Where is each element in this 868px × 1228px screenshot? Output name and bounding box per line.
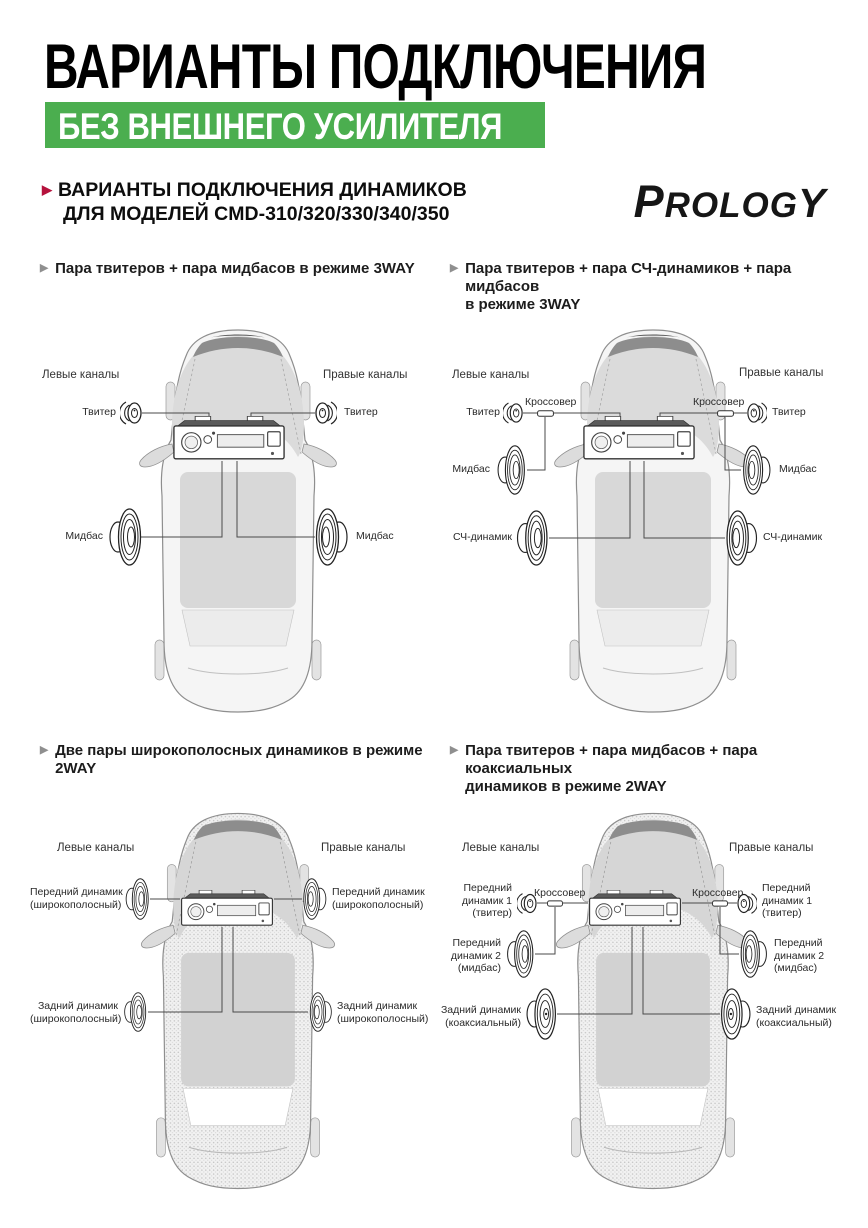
wire-midbass-left bbox=[527, 417, 545, 470]
crossover-right-icon bbox=[713, 901, 728, 906]
section-heading bbox=[42, 179, 467, 227]
diagram-canvas bbox=[440, 790, 864, 1222]
rear-speaker-label-right: Задний динамик (коаксиальный) bbox=[756, 1004, 837, 1029]
coax-speaker-right-icon bbox=[722, 989, 750, 1039]
tweeter-label-right: Твитер bbox=[344, 406, 378, 418]
front-speaker1-label-right: Передний динамик 1 (твитер) bbox=[762, 882, 813, 919]
left-channels-label: Левые каналы bbox=[57, 842, 135, 854]
mid-speaker-right-icon bbox=[727, 511, 756, 565]
gray-arrow-bullet-icon: ▶ bbox=[450, 744, 459, 756]
head-unit bbox=[174, 416, 284, 459]
diagram-canvas bbox=[440, 306, 864, 736]
tweeter-speaker-right-icon bbox=[748, 403, 768, 423]
front-speaker1-label-left: Передний динамик 1 (твитер) bbox=[461, 882, 512, 919]
car-top-view bbox=[140, 330, 337, 712]
midbass-speaker-right-icon bbox=[744, 446, 770, 494]
front-speaker-label-right: Передний динамик (широкополосный) bbox=[332, 886, 425, 911]
section-heading-line2: ДЛЯ МОДЕЛЕЙ CMD-310/320/330/340/350 bbox=[63, 202, 450, 225]
crossover-left-icon bbox=[538, 411, 554, 416]
coax-speaker-left-icon bbox=[527, 989, 555, 1039]
subtitle-banner-text: БЕЗ ВНЕШНЕГО УСИЛИТЕЛЯ bbox=[58, 106, 503, 147]
midbass-label-right: Мидбас bbox=[356, 530, 394, 542]
right-channels-label: Правые каналы bbox=[739, 367, 824, 379]
tweeter-speaker-left-icon bbox=[502, 403, 522, 423]
right-channels-label: Правые каналы bbox=[323, 369, 408, 381]
midbass-label-right: Мидбас bbox=[779, 463, 817, 475]
diagram-tweeters-midbass-3way bbox=[30, 258, 442, 736]
crossover-label-left: Кроссовер bbox=[534, 887, 586, 899]
diagram-wideband-2way bbox=[30, 740, 442, 1222]
rear-speaker-right-icon bbox=[310, 993, 331, 1032]
rear-speaker-label-left: Задний динамик (широкополосный) bbox=[30, 1000, 122, 1025]
left-channels-label: Левые каналы bbox=[462, 842, 540, 854]
tweeter-speaker-left-icon bbox=[119, 402, 141, 424]
red-arrow-bullet-icon: ▶ bbox=[42, 182, 52, 197]
gray-arrow-bullet-icon: ▶ bbox=[40, 744, 49, 756]
left-channels-label: Левые каналы bbox=[452, 369, 530, 381]
car-top-view bbox=[556, 813, 749, 1188]
diagram-tweeters-midbass-coax-2way bbox=[440, 740, 864, 1222]
brand-logo bbox=[630, 176, 830, 228]
gray-arrow-bullet-icon: ▶ bbox=[40, 262, 49, 274]
diagram-heading bbox=[450, 742, 864, 796]
diagram-tweeters-mid-midbass-3way bbox=[440, 258, 864, 736]
diagram-heading bbox=[40, 742, 423, 778]
mid-speaker-label-left: СЧ-динамик bbox=[452, 531, 512, 543]
car-top-view bbox=[555, 330, 752, 712]
head-unit bbox=[590, 890, 681, 925]
subtitle-banner bbox=[45, 102, 545, 148]
right-channels-label: Правые каналы bbox=[729, 842, 814, 854]
crossover-right-icon bbox=[718, 411, 734, 416]
diagram-heading-text: Пара твитеров + пара мидбасов + пара коаксиальных динамиков в режиме 2WAY bbox=[465, 742, 758, 795]
left-channels-label: Левые каналы bbox=[42, 369, 120, 381]
rear-speaker-left-icon bbox=[125, 993, 146, 1032]
crossover-label-right: Кроссовер bbox=[693, 396, 745, 408]
midbass-speaker-left-icon bbox=[110, 509, 141, 565]
crossover-label-left: Кроссовер bbox=[525, 396, 577, 408]
tweeter-label-left: Твитер bbox=[466, 406, 500, 418]
mid-speaker-label-right: СЧ-динамик bbox=[763, 531, 823, 543]
wire-midbass-left bbox=[535, 907, 555, 954]
midbass-speaker-right-icon bbox=[741, 931, 766, 977]
crossover-label-right: Кроссовер bbox=[692, 887, 744, 899]
tweeter-speaker-right-icon bbox=[316, 402, 338, 424]
rear-speaker-label-left: Задний динамик (коаксиальный) bbox=[440, 1004, 521, 1029]
front-speaker-left-icon bbox=[126, 879, 148, 920]
midbass-speaker-left-icon bbox=[508, 931, 533, 977]
front-speaker-label-left: Передний динамик (широкополосный) bbox=[30, 886, 123, 911]
car-top-view bbox=[141, 813, 334, 1188]
tweeter-label-left: Твитер bbox=[82, 406, 116, 418]
midbass-label-left: Мидбас bbox=[65, 530, 103, 542]
head-unit bbox=[584, 416, 694, 459]
crossover-left-icon bbox=[548, 901, 563, 906]
gray-arrow-bullet-icon: ▶ bbox=[450, 262, 459, 274]
tweeter-label-right: Твитер bbox=[772, 406, 806, 418]
diagram-heading-text: Пара твитеров + пара мидбасов в режиме 3WAY bbox=[55, 260, 415, 277]
mid-speaker-left-icon bbox=[518, 511, 547, 565]
right-channels-label: Правые каналы bbox=[321, 842, 406, 854]
rear-speaker-label-right: Задний динамик (широкополосный) bbox=[337, 1000, 429, 1025]
midbass-speaker-right-icon bbox=[317, 509, 348, 565]
midbass-speaker-left-icon bbox=[498, 446, 524, 494]
brand-logo-middle: ROLOG bbox=[664, 186, 798, 225]
brand-logo-last-letter: Y bbox=[797, 180, 827, 226]
midbass-label-left: Мидбас bbox=[452, 463, 490, 475]
front-speaker2-label-left: Передний динамик 2 (мидбас) bbox=[450, 937, 501, 974]
page-title: ВАРИАНТЫ ПОДКЛЮЧЕНИЯ bbox=[44, 32, 707, 102]
front-speaker2-label-right: Передний динамик 2 (мидбас) bbox=[774, 937, 825, 974]
diagram-heading-text: Пара твитеров + пара СЧ-динамиков + пара мидбасов в режиме 3WAY bbox=[465, 260, 792, 313]
head-unit bbox=[182, 890, 273, 925]
diagram-canvas bbox=[30, 306, 442, 736]
diagram-heading bbox=[40, 260, 415, 278]
front-speaker-right-icon bbox=[304, 879, 326, 920]
brand-logo-first-letter: P bbox=[633, 176, 665, 227]
diagram-canvas bbox=[30, 790, 442, 1222]
section-heading-line1: ВАРИАНТЫ ПОДКЛЮЧЕНИЯ ДИНАМИКОВ bbox=[58, 179, 467, 201]
diagram-heading-text: Две пары широкополосных динамиков в режиме 2WAY bbox=[55, 742, 423, 777]
